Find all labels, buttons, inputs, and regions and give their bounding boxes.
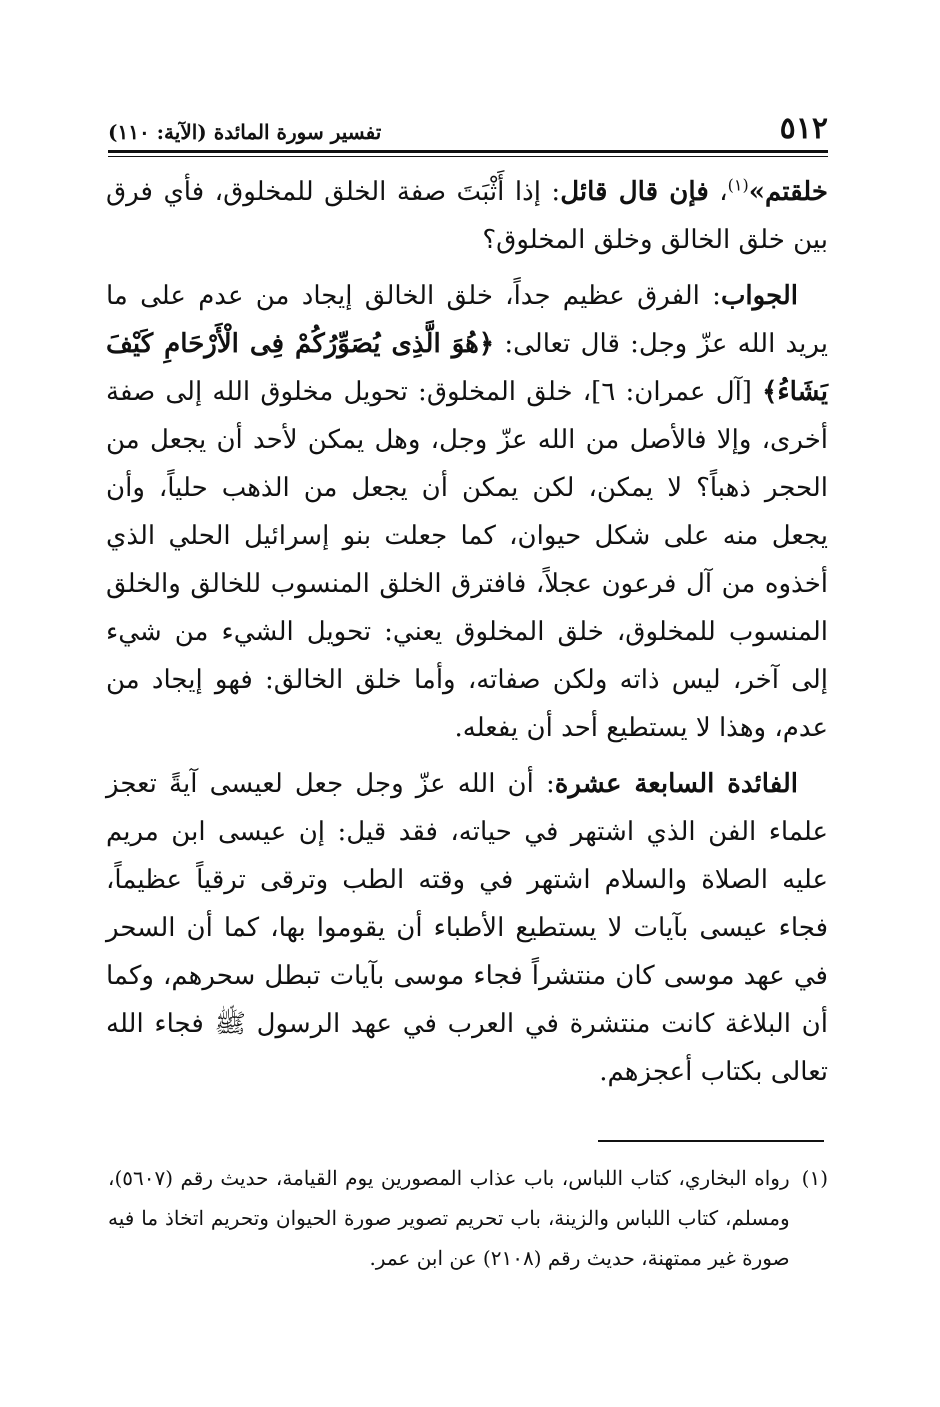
footnote-separator [598,1140,824,1142]
running-title: تفسير سورة المائدة (الآية: ١١٠) [108,120,382,144]
paragraph-3 [106,760,828,1096]
separator: ، [708,177,728,207]
main-text [106,168,828,1104]
footnote-reference: (١) [727,175,749,195]
paragraph-2-text-b: [آل عمران: ٦]، خلق المخلوق: تحويل مخلوق الله إلى صفة أخرى، وإلا فالأصل من الله عزّ وجل، وهل يمكن لأحد أن يجعل من الحجر ذهباً؟ لا يمكن، لكن يمكن أن يجعل من الذهب حلياً، وأن يجعل منه على شكل حيوان، كما جعلت بنو إسرائيل الحلي الذي أخذوه من آل فرعون عجلاً، فافترق الخلق المنسوب للخالق والخلق المنسوب للمخلوق، خلق المخلوق يعني: تحويل الشيء من شيء إلى آخر، ليس ذاته ولكن صفاته، وأما خلق الخالق: فهو إيجاد من عدم، وهذا لا يستطيع أحد أن يفعله. [106,377,828,743]
page-number: ٥١٢ [779,111,828,146]
footnote [108,1158,828,1278]
question-lead: فإن قال قائل [560,177,709,207]
page-header [108,100,828,152]
paragraph-2 [106,272,828,752]
footnote-number: (١) [801,1166,828,1190]
paragraph-3-text: : أن الله عزّ وجل جعل لعيسى آيةً تعجز علماء الفن الذي اشتهر في حياته، فقد قيل: إن عيسى ابن مريم عليه الصلاة والسلام اشتهر في وقته الطب وترقى ترقياً عظيماً، فجاء عيسى بآيات لا يستطيع الأطباء أن يقوموا بها، كما أن السحر في عهد موسى كان منتشراً فجاء موسى بآيات تبطل سحرهم، وكما أن البلاغة كانت منتشرة في العرب في عهد الرسول ﷺ فجاء الله تعالى بكتاب أعجزهم. [106,769,828,1087]
continued-word: خلقتم» [748,177,828,207]
header-rule [108,150,828,153]
footnotes [108,1158,828,1278]
header-rule-thin [108,156,828,157]
paragraph-1 [106,168,828,264]
paragraph-1-text: : إذا أَثْبَتَ صفة الخلق للمخلوق، فأي فرق بين خلق الخالق وخلق المخلوق؟ [106,177,828,255]
footnote-text: رواه البخاري، كتاب اللباس، باب عذاب المصورين يوم القيامة، حديث رقم (٥٦٠٧)، ومسلم، كتاب اللباس والزينة، باب تحريم تصوير صورة الحيوان وتحريم اتخاذ ما فيه صورة غير ممتهنة، حديث رقم (٢١٠٨) عن ابن عمر. [108,1166,790,1270]
paragraph-2-text-a: : الفرق عظيم جداً، خلق الخالق إيجاد من عدم على ما يريد الله عزّ وجل: قال تعالى: [106,281,829,359]
benefit-heading: الفائدة السابعة عشرة [554,769,798,799]
quran-verse: ﴿هُوَ الَّذِى يُصَوِّرُكُمْ فِى الْأَرْحَامِ كَيْفَ يَشَاءُ﴾ [106,329,828,407]
answer-lead: الجواب [720,281,798,311]
